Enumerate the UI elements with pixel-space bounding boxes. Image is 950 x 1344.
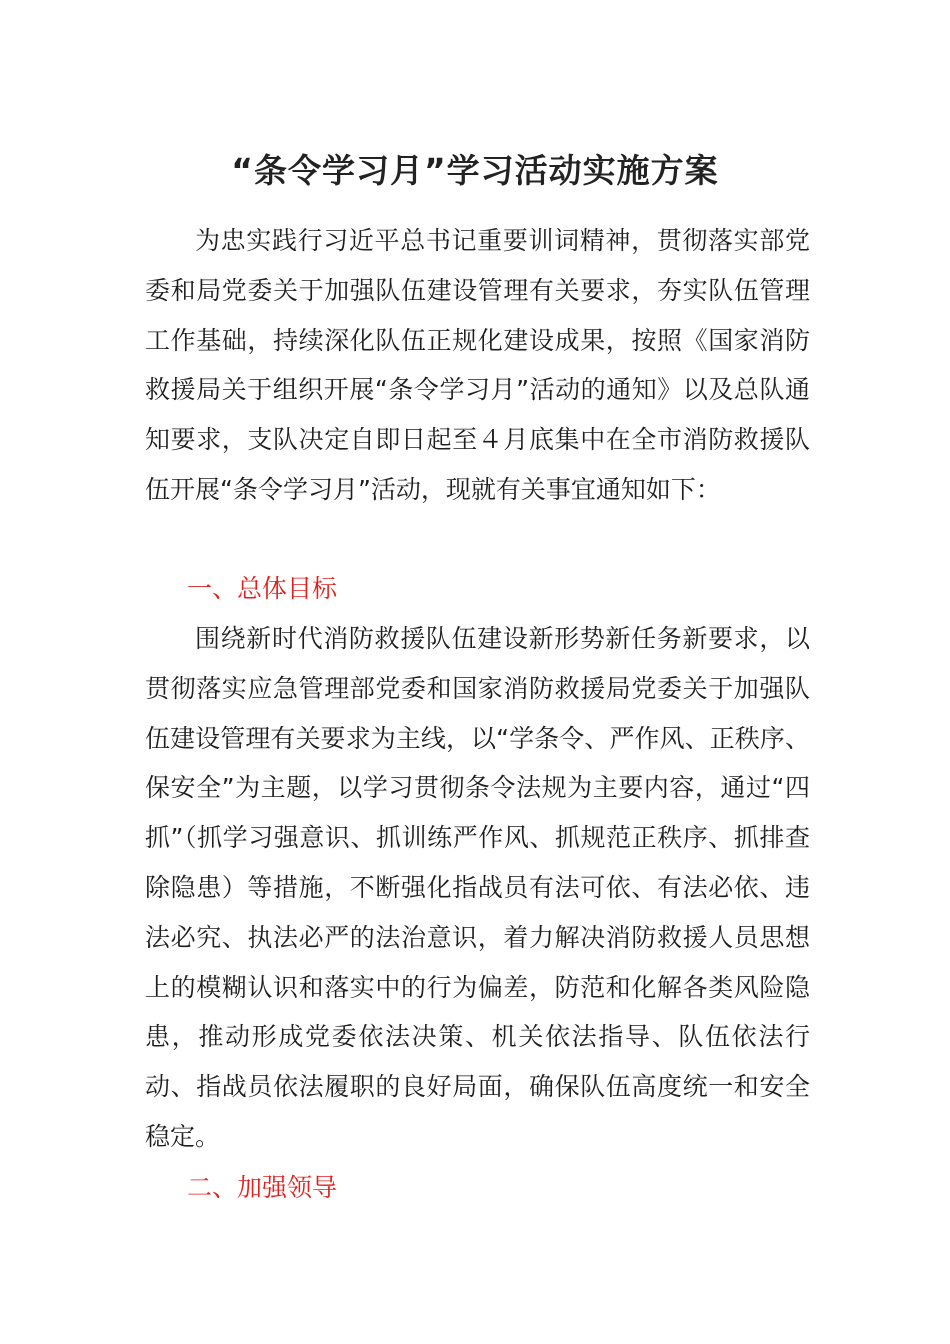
section-heading-goal: 一、总体目标 (187, 574, 338, 603)
section-paragraph-goal: 围绕新时代消防救援队伍建设新形势新任务新要求，以贯彻落实应急管理部党委和国家消防救援局党委关于加强队伍建设管理有关要求为主线，以“学条令、严作风、正秩序、保安全”为主题，以学习贯彻条令法规为主要内容，通过“四抓”（抓学习强意识、抓训练严作风、抓规范正秩序、抓排查除隐患）等措施，不断强化指战员有法可依、有法必依、违法必究、执法必严的法治意识，着力解决消防救援人员思想上的模糊认识和落实中的行为偏差，防范和化解各类风险隐患，推动形成党委依法决策、机关依法指导、队伍依法行动、指战员依法履职的良好局面，确保队伍高度统一和安全稳定。 (145, 624, 810, 1151)
document-title: “条令学习月”学习活动实施方案 (231, 151, 719, 190)
section-heading-leadership: 二、加强领导 (187, 1173, 338, 1202)
intro-paragraph: 为忠实践行习近平总书记重要训词精神，贯彻落实部党委和局党委关于加强队伍建设管理有关要求，夯实队伍管理工作基础，持续深化队伍正规化建设成果，按照《国家消防救援局关于组织开展“条令学习月”活动的通知》以及总队通知要求，支队决定自即日起至４月底集中在全市消防救援队伍开展“条令学习月”活动，现就有关事宜通知如下： (145, 226, 810, 504)
